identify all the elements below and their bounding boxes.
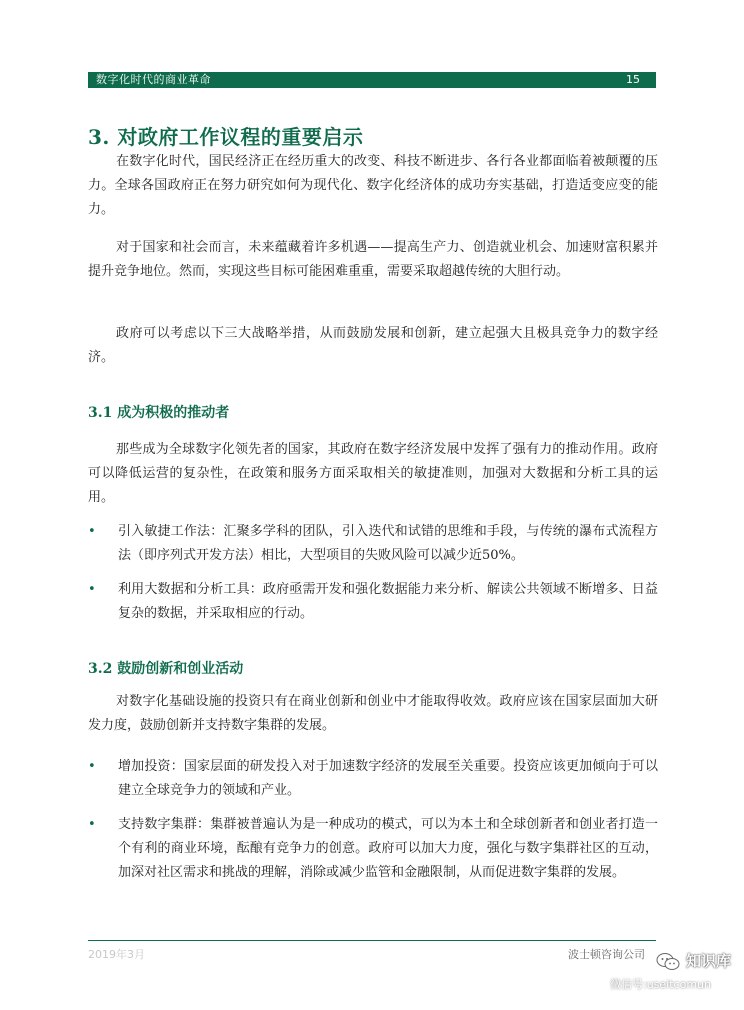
bullet-text: 利用大数据和分析工具：政府亟需开发和强化数据能力来分析、解读公共领域不断增多、日益复杂的数据，并采取相应的行动。	[118, 582, 658, 621]
footer-company: 波士顿咨询公司	[568, 948, 645, 961]
footer-date: 2019年3月	[88, 948, 145, 961]
bullet-icon: •	[88, 759, 96, 774]
subsection-heading-1: 3.1 成为积极的推动者	[88, 405, 230, 421]
subsection-heading-2: 3.2 鼓励创新和创业活动	[88, 661, 244, 677]
bullet-icon: •	[88, 582, 96, 597]
intro-paragraph-3: 政府可以考虑以下三大战略举措，从而鼓励发展和创新，建立起强大且极具竞争力的数字经济。	[88, 326, 658, 365]
wechat-icon	[656, 952, 680, 972]
watermark-name: 知识库	[686, 952, 732, 970]
intro-paragraph-2: 对于国家和社会而言，未来蕴藏着许多机遇——提高生产力、创造就业机会、加速财富积累并提升竞争地位。然而，实现这些目标可能困难重重，需要采取超越传统的大胆行动。	[88, 240, 658, 279]
watermark-account: 微信号:useitcomun	[610, 978, 711, 991]
subsection-2-paragraph: 对数字化基础设施的投资只有在商业创新和创业中才能取得收效。政府应该在国家层面加大研发力度，鼓励创新并支持数字集群的发展。	[88, 694, 658, 733]
bullet-text: 支持数字集群：集群被普遍认为是一种成功的模式，可以为本土和全球创新者和创业者打造一个有利的商业环境，酝酿有竞争力的创意。政府可以加大力度，强化与数字集群社区的互动，加深对社区需求和挑战的理解，消除或减少监管和金融限制，从而促进数字集群的发展。	[118, 817, 658, 880]
footer-divider	[88, 940, 656, 941]
bullet-text: 引入敏捷工作法：汇聚多学科的团队，引入迭代和试错的思维和手段，与传统的瀑布式流程方法（即序列式开发方法）相比，大型项目的失败风险可以减少近50%。	[118, 524, 658, 563]
bullet-icon: •	[88, 817, 96, 832]
bullet-text: 增加投资：国家层面的研发投入对于加速数字经济的发展至关重要。投资应该更加倾向于可以建立全球竞争力的领域和产业。	[118, 759, 658, 798]
intro-paragraph-1: 在数字化时代，国民经济正在经历重大的改变、科技不断进步、各行各业都面临着被颠覆的压力。全球各国政府正在努力研究如何为现代化、数字化经济体的成功夯实基础，打造适变应变的能力。	[88, 154, 658, 217]
header-bar	[88, 72, 656, 88]
page-number: 15	[626, 73, 640, 86]
header-title: 数字化时代的商业革命	[96, 73, 211, 86]
bullet-icon: •	[88, 524, 96, 539]
section-heading: 3. 对政府工作议程的重要启示	[88, 125, 364, 149]
subsection-1-paragraph: 那些成为全球数字化领先者的国家，其政府在数字经济发展中发挥了强有力的推动作用。政府可以降低运营的复杂性，在政策和服务方面采取相关的敏捷准则，加强对大数据和分析工具的运用。	[88, 442, 658, 505]
